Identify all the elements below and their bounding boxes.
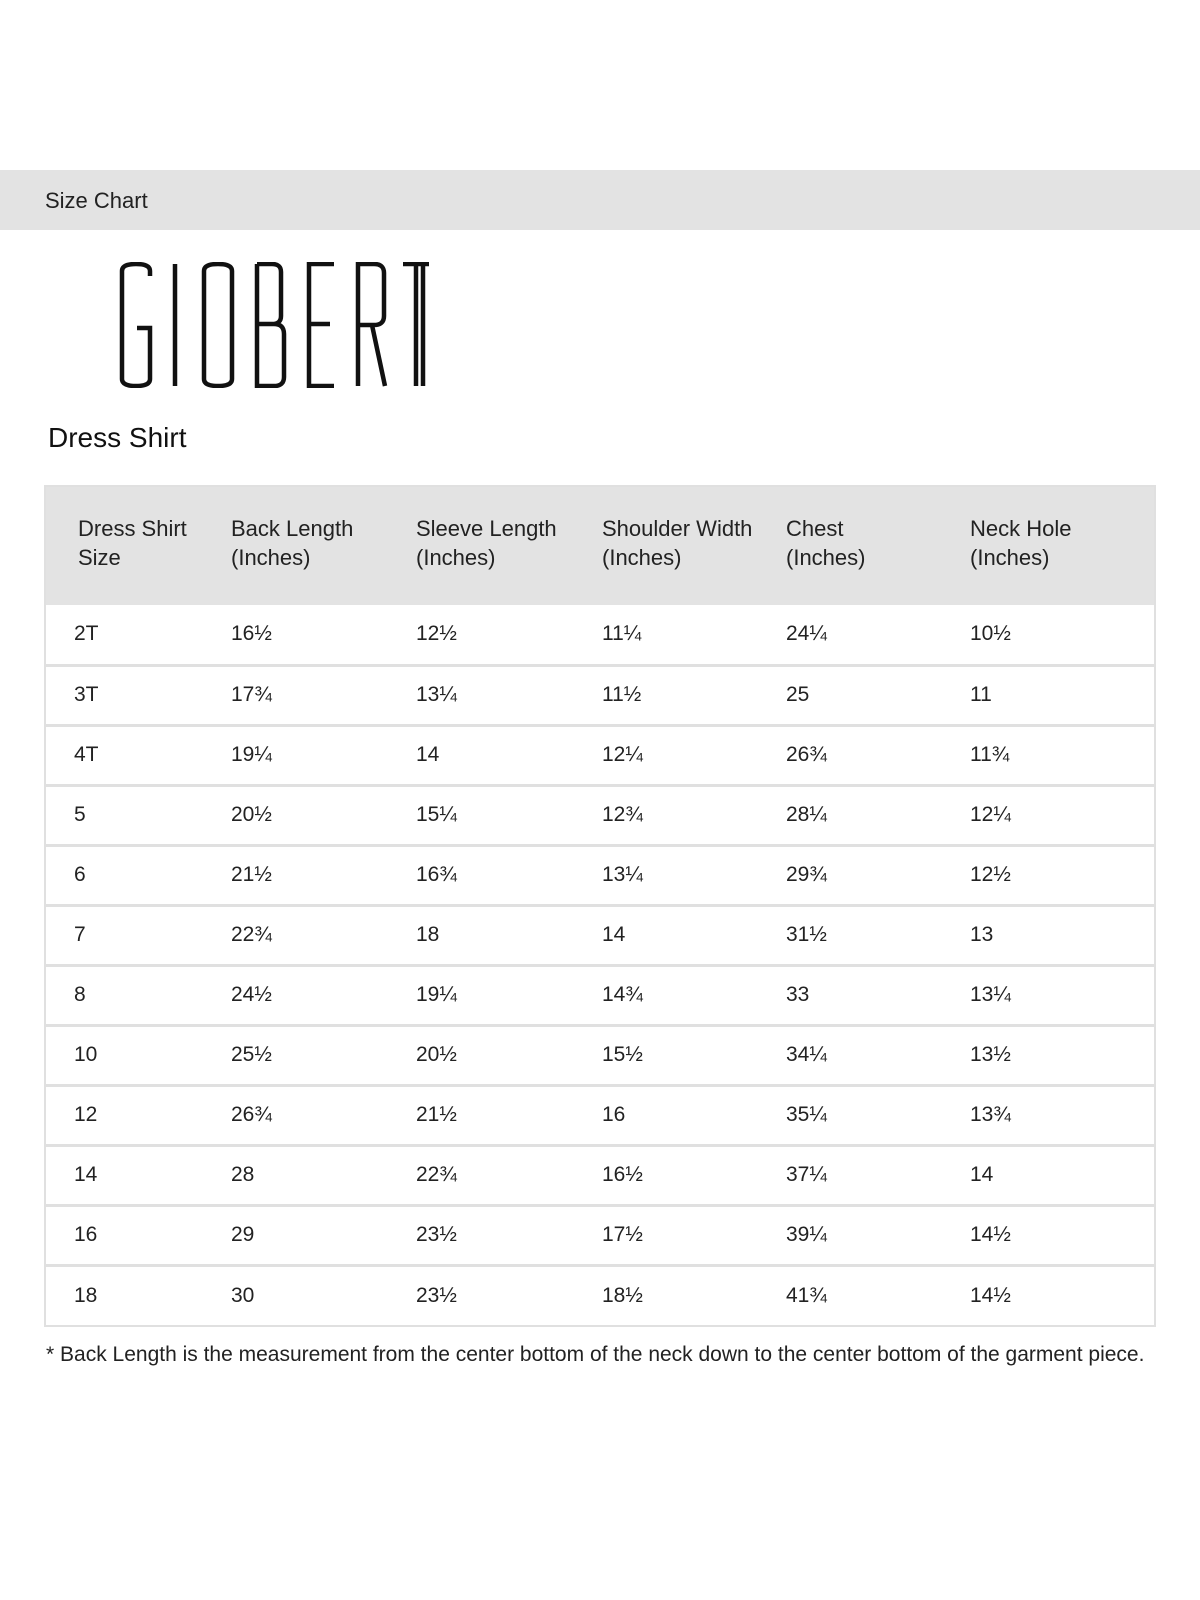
cell-back-length: 28 [231, 1163, 255, 1186]
cell-chest: 28¼ [786, 803, 827, 826]
cell-sleeve-length: 21½ [416, 1103, 457, 1126]
column-header-back-length: Back Length (Inches) [231, 516, 354, 570]
table-row [46, 665, 1154, 725]
cell-size: 5 [74, 803, 86, 826]
cell-size: 2T [74, 622, 99, 646]
cell-shoulder-width: 12¼ [602, 743, 643, 766]
cell-size: 4T [74, 743, 99, 766]
cell-chest: 39¼ [786, 1223, 827, 1246]
logo-final-letter [418, 262, 428, 388]
cell-size: 14 [74, 1163, 98, 1186]
footnote: * Back Length is the measurement from the center bottom of the neck down to the center bottom of the garment piece. [46, 1343, 1145, 1366]
cell-sleeve-length: 23½ [416, 1223, 457, 1246]
cell-sleeve-length: 22¾ [416, 1163, 457, 1186]
cell-back-length: 17¾ [231, 683, 272, 706]
table-row [46, 1265, 1154, 1325]
cell-neck-hole: 11¾ [970, 743, 1010, 766]
cell-neck-hole: 14½ [970, 1223, 1011, 1246]
table-row [46, 1025, 1154, 1085]
cell-back-length: 19¼ [231, 743, 272, 766]
cell-chest: 25 [786, 683, 810, 706]
cell-neck-hole: 12½ [970, 863, 1011, 886]
cell-chest: 24¼ [786, 622, 827, 646]
cell-back-length: 29 [231, 1223, 255, 1246]
table-row [46, 605, 1154, 665]
cell-neck-hole: 10½ [970, 622, 1011, 646]
cell-size: 16 [74, 1223, 98, 1246]
section-title: Dress Shirt [48, 422, 187, 453]
table-row [46, 785, 1154, 845]
cell-back-length: 16½ [231, 622, 272, 646]
table-row [46, 965, 1154, 1025]
table-row [46, 845, 1154, 905]
cell-shoulder-width: 15½ [602, 1043, 643, 1066]
cell-sleeve-length: 14 [416, 743, 440, 766]
cell-shoulder-width: 14¾ [602, 983, 643, 1006]
cell-chest: 41¾ [786, 1283, 827, 1307]
cell-chest: 29¾ [786, 863, 827, 886]
cell-size: 8 [74, 983, 86, 1006]
column-header-chest: Chest (Inches) [786, 516, 866, 570]
cell-shoulder-width: 16½ [602, 1163, 643, 1186]
cell-sleeve-length: 13¼ [416, 683, 457, 706]
table-header-row [46, 487, 1154, 605]
cell-size: 3T [74, 683, 99, 706]
cell-chest: 37¼ [786, 1163, 827, 1186]
cell-size: 18 [74, 1283, 98, 1307]
cell-back-length: 21½ [231, 863, 272, 886]
cell-shoulder-width: 16 [602, 1103, 626, 1126]
cell-sleeve-length: 16¾ [416, 863, 457, 886]
cell-shoulder-width: 11¼ [602, 622, 642, 646]
cell-shoulder-width: 14 [602, 923, 626, 946]
cell-sleeve-length: 12½ [416, 622, 457, 646]
cell-chest: 34¼ [786, 1043, 827, 1066]
table-row [46, 905, 1154, 965]
cell-back-length: 24½ [231, 983, 272, 1006]
cell-size: 6 [74, 863, 86, 886]
cell-neck-hole: 11 [970, 683, 992, 706]
cell-back-length: 20½ [231, 803, 272, 826]
table-row [46, 1205, 1154, 1265]
cell-shoulder-width: 17½ [602, 1223, 643, 1246]
cell-size: 10 [74, 1043, 98, 1066]
cell-chest: 35¼ [786, 1103, 827, 1126]
cell-chest: 31½ [786, 923, 827, 946]
cell-shoulder-width: 12¾ [602, 803, 643, 826]
cell-size: 7 [74, 923, 86, 946]
cell-chest: 26¾ [786, 743, 827, 766]
cell-neck-hole: 14 [970, 1163, 994, 1186]
gioberti-logo [118, 262, 430, 388]
cell-sleeve-length: 15¼ [416, 803, 457, 826]
cell-back-length: 22¾ [231, 923, 272, 946]
header-bar [0, 170, 1200, 230]
column-header-shoulder-width: Shoulder Width (Inches) [602, 516, 753, 570]
cell-sleeve-length: 19¼ [416, 983, 457, 1006]
column-header-size: Dress Shirt Size [78, 516, 187, 570]
table-row [46, 725, 1154, 785]
cell-shoulder-width: 11½ [602, 683, 642, 706]
cell-neck-hole: 13¾ [970, 1103, 1011, 1126]
table-row [46, 1085, 1154, 1145]
cell-sleeve-length: 20½ [416, 1043, 457, 1066]
cell-sleeve-length: 23½ [416, 1283, 457, 1307]
cell-neck-hole: 13¼ [970, 983, 1011, 1006]
table-row [46, 1145, 1154, 1205]
cell-size: 12 [74, 1103, 98, 1126]
cell-neck-hole: 12¼ [970, 803, 1011, 826]
cell-shoulder-width: 18½ [602, 1283, 643, 1307]
column-header-neck-hole: Neck Hole (Inches) [970, 516, 1072, 570]
cell-neck-hole: 14½ [970, 1283, 1011, 1307]
cell-neck-hole: 13 [970, 923, 994, 946]
cell-sleeve-length: 18 [416, 923, 440, 946]
cell-back-length: 30 [231, 1283, 255, 1307]
cell-back-length: 25½ [231, 1043, 272, 1066]
column-header-sleeve-length: Sleeve Length (Inches) [416, 516, 557, 570]
cell-back-length: 26¾ [231, 1103, 272, 1126]
cell-chest: 33 [786, 983, 810, 1006]
cell-shoulder-width: 13¼ [602, 863, 643, 886]
cell-neck-hole: 13½ [970, 1043, 1011, 1066]
page-title: Size Chart [45, 188, 148, 213]
size-chart-table [44, 485, 1156, 1327]
